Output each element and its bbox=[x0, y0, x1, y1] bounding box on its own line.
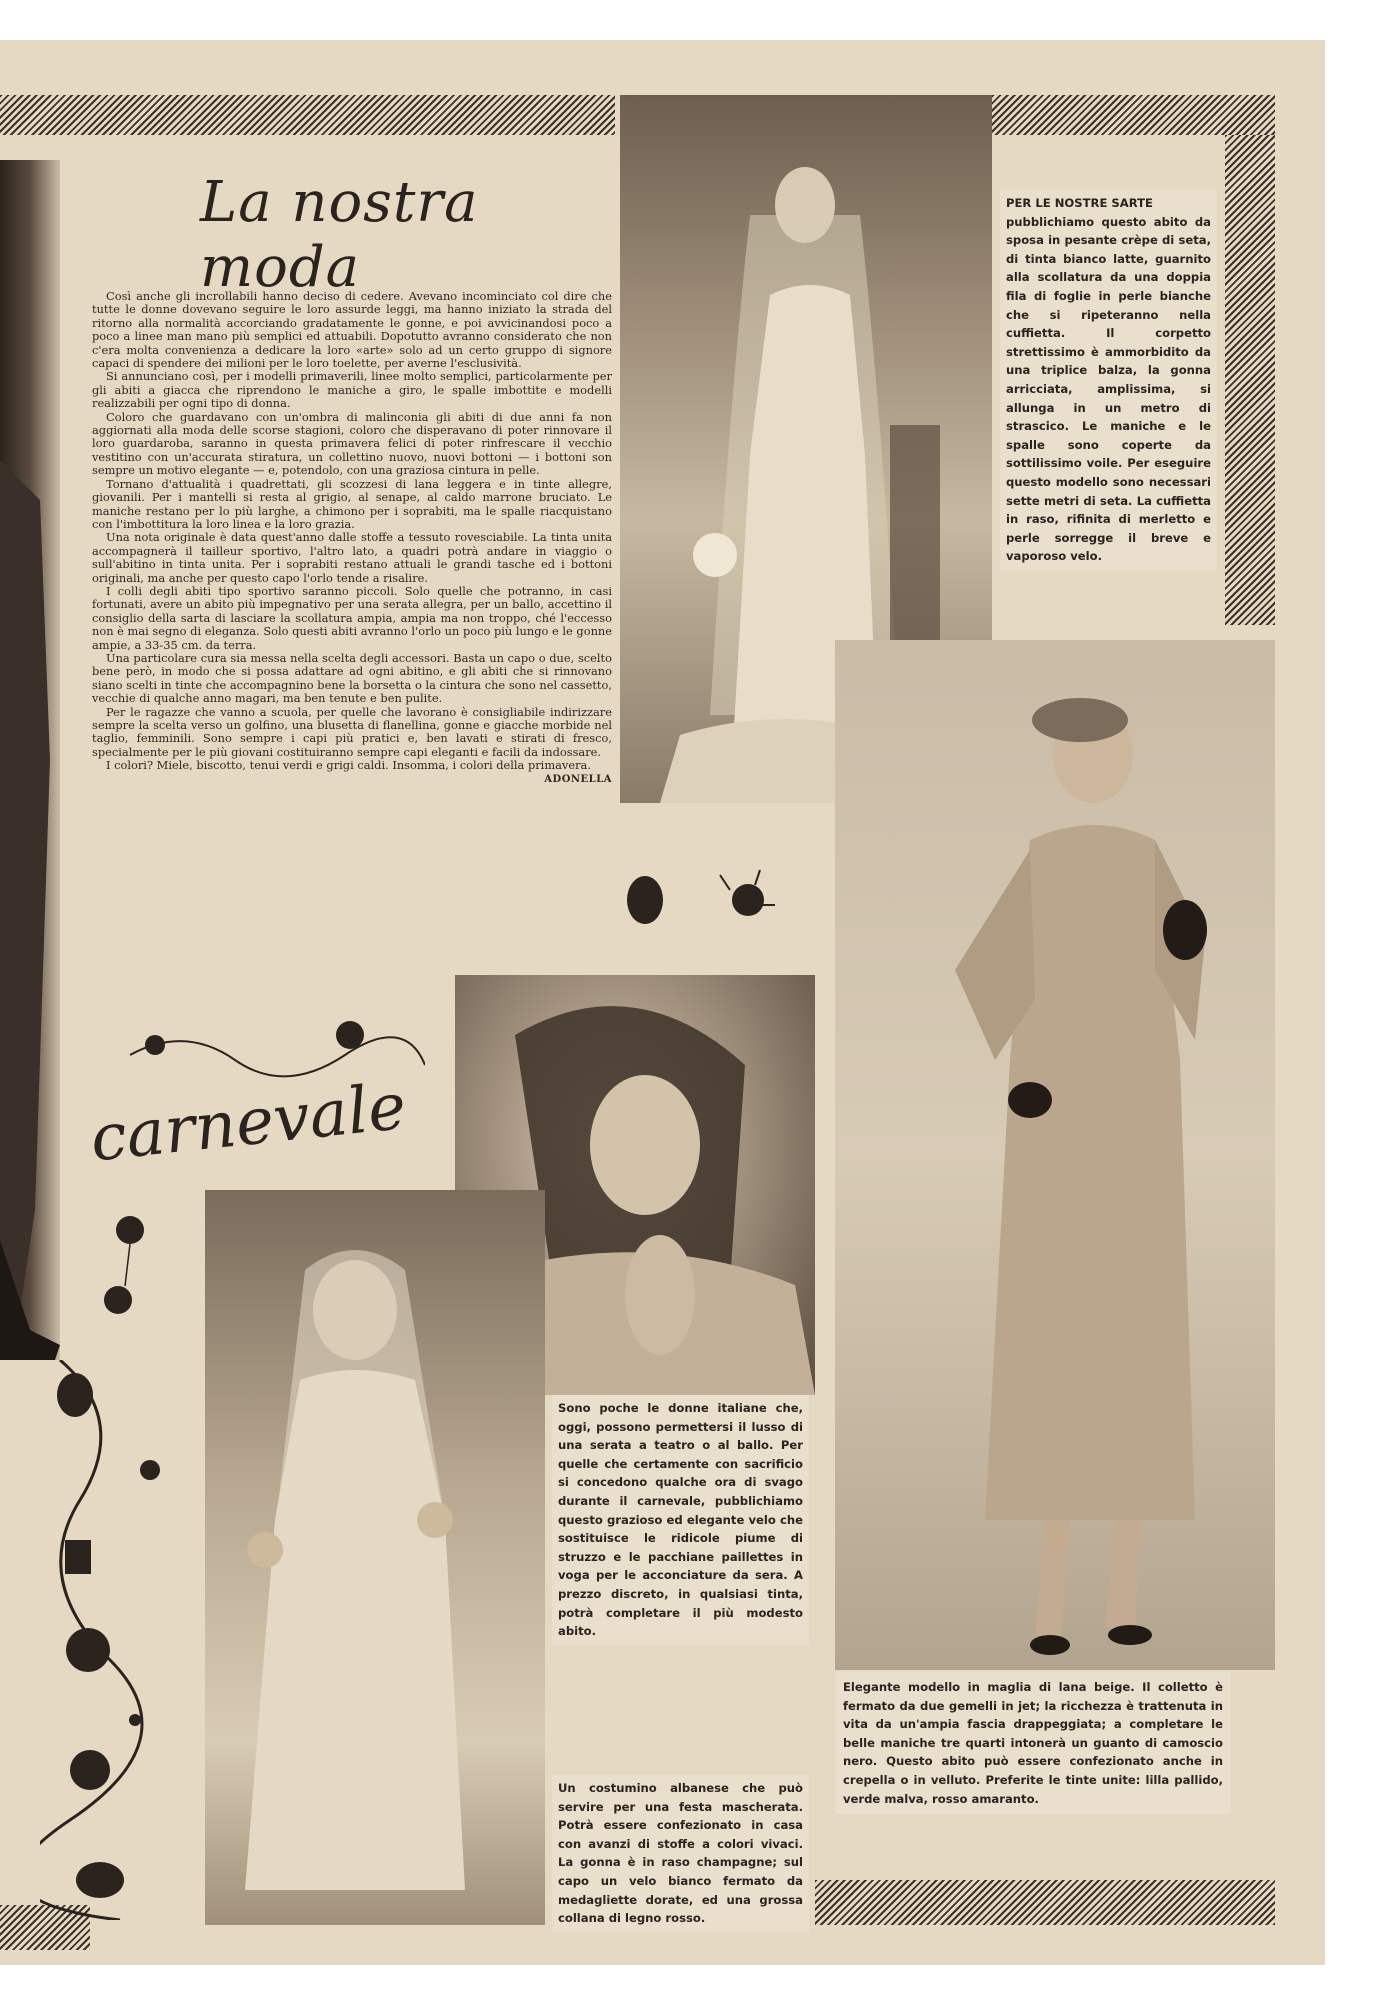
magazine-page bbox=[0, 40, 1325, 1965]
veil-caption-box bbox=[552, 1395, 809, 1645]
article-paragraph: Si annunciano così, per i modelli primaverili, linee molto semplici, particolarmente per gli abiti a giacca che riprendono le maniche a giro, le spalle imbottite e modelli realizzabili per ogni tipo di donna. bbox=[92, 369, 612, 411]
article-paragraph bbox=[92, 758, 612, 785]
beige-dress-figure bbox=[835, 640, 1275, 1670]
bottom-right-hatched-band bbox=[815, 1880, 1275, 1925]
beige-dress-photo bbox=[835, 640, 1275, 1670]
article-paragraph: Tornano d'attualità i quadrettati, gli scozzesi di lana leggera e in tinte allegre, giovanili. Per i mantelli si resta al grigio, al senape, al caldo marrone bruciato. Le maniche restano per lo più larghe, a chimono per i soprabiti, ma le spalle riacquistano con l'imbottitura la loro linea e la loro grazia. bbox=[92, 476, 612, 531]
article-paragraph: Così anche gli incrollabili hanno deciso di cedere. Avevano incominciato col dire che tutte le donne dovevano seguire le loro assurde leggi, ma hanno iniziato la strada del ritorno alla normalità accorciando gradatamente le gonne, e poi avvicinandosi poco a poco a linee man mano più semplici ed attuabili. Dopotutto avranno considerato che non c'era molta convenienza a dedicare la loro «arte» solo ad un certo gruppo di signore capaci di spendere dei milioni per le loro toelette, per averne l'esclusività. bbox=[92, 289, 612, 371]
carnival-doodles-mask bbox=[620, 855, 780, 965]
article-author: ADONELLA bbox=[544, 773, 612, 785]
article-paragraph: Coloro che guardavano con un'ombra di malinconia gli abiti di due anni fa non aggiornati alla moda delle scorse stagioni, coloro che disperavano di poter rinnovare il loro guardaroba, saranno in questa primavera felici di poter rinfrescare il vecchio vestitino con un'accurata stiratura, un collettino nuovo, nuovi bottoni — i bottoni son sempre un motivo elegante — e, potendolo, con una graziosa cintura in pelle. bbox=[92, 409, 612, 478]
carnival-doodles-left bbox=[40, 1360, 190, 1920]
bride-caption-title: PER LE NOSTRE SARTE bbox=[1006, 196, 1153, 210]
carnival-doodles-balloon bbox=[100, 1210, 160, 1320]
albanian-costume-photo bbox=[205, 1190, 545, 1925]
albanian-costume-caption-text: Un costumino albanese che può servire per una festa mascherata. Potrà essere confezionato in casa con avanzi di stoffe a colori vivaci. La gonna è in raso champagne; sul capo un velo bianco fermato da medagliette dorate, ed una grossa collana di legno rosso. bbox=[558, 1781, 803, 1926]
article-paragraph: Una nota originale è data quest'anno dalle stoffe a tessuto rovesciabile. La tinta unita accompagnerà il tailleur sportivo, l'altro lato, a quadri potrà andare in viaggio o sull'abitino in tinta unita. Per i soprabiti restano attuali le grandi tasche ed i bottoni originali, ma anche per questo capo l'orlo tende a risalire. bbox=[92, 530, 612, 585]
bride-caption-text: pubblichiamo questo abito da sposa in pesante crèpe di seta, di tinta bianco latte, guarnito alla scollatura da una doppia fila di foglie in perle bianche che si ripeteranno nella cuffietta. Il corpetto strettissimo è ammorbidito da una triplice balza, la gonna arricciata, amplissima, si allunga in un metro di strascico. Le maniche e le spalle sono coperte da sottilissimo voile. Per eseguire questo modello sono necessari sette metri di seta. La cuffietta in raso, rifinita di merletto e perle sorregge il breve e vaporoso velo. bbox=[1006, 214, 1211, 564]
girl-figure bbox=[205, 1190, 545, 1925]
article-paragraph: Per le ragazze che vanno a scuola, per quelle che lavorano è consigliabile indirizzare sempre la scelta verso un golfino, una blusetta di flanellina, gonne e giacche morbide nel taglio, femminili. Sono sempre i capi più pratici e, ben lavati e stirati di fresco, specialmente per le più giovani costituiranno sempre capi eleganti e facili da indossare. bbox=[92, 704, 612, 759]
carnival-doodles-top bbox=[125, 1015, 425, 1105]
article-title: La nostra moda bbox=[200, 170, 479, 300]
top-right-hatched-band bbox=[985, 95, 1275, 135]
left-fashion-figure-photo bbox=[0, 160, 60, 1360]
beige-dress-caption-text: Elegante modello in maglia di lana beige. Il colletto è fermato da due gemelli in jet; la ricchezza è trattenuta in vita da un'ampia fascia drappeggiata; a completare le belle maniche tre quarti intonerà un guanto di camoscio nero. Questo abito può essere confezionato anche in crepella o in velluto. Preferite le tinte unite: lilla pallido, verde malva, rosso amaranto. bbox=[843, 1680, 1223, 1806]
left-figure-drawing bbox=[0, 160, 60, 1360]
beige-dress-caption-box bbox=[835, 1672, 1231, 1814]
right-hatched-band bbox=[1225, 135, 1275, 625]
top-left-hatched-band bbox=[0, 95, 615, 135]
bride-caption-box bbox=[1000, 190, 1217, 570]
carnevale-title: carnevale bbox=[87, 1069, 410, 1177]
article-paragraph: I colli degli abiti tipo sportivo saranno piccoli. Solo quelle che potranno, in casi fortunati, avere un abito più impegnativo per una serata allegra, per un ballo, accettino il consiglio della sarta di lasciare la scollatura ampia, ampia ma non troppo, ché l'eccesso non è mai segno di eleganza. Solo questi abiti avranno l'orlo un poco più lungo e le gonne ampie, a 33-35 cm. da terra. bbox=[92, 583, 612, 652]
article-closing-text: I colori? Miele, biscotto, tenui verdi e grigi caldi. Insomma, i colori della primavera. bbox=[106, 758, 591, 773]
article-body bbox=[92, 290, 612, 786]
article-paragraph: Una particolare cura sia messa nella scelta degli accessori. Basta un capo o due, scelto bene però, in modo che si possa adattare ad ogni abitino, e gli abiti che si rinnovano siano scelti in tinte che accompagnino bene la borsetta o la cintura che sono nel cassetto, vecchie di qualche anno magari, ma ben tenute e ben pulite. bbox=[92, 650, 612, 706]
albanian-costume-caption-box bbox=[552, 1775, 809, 1932]
veil-caption-text: Sono poche le donne italiane che, oggi, possono permettersi il lusso di una serata a teatro o al ballo. Per quelle che certamente con sacrificio si concedono qualche ora di svago durante il carnevale, pubblichiamo questo grazioso ed elegante velo che sostituisce le ridicole piume di struzzo e le pacchiane paillettes in voga per le acconciature da sera. A prezzo discreto, in qualsiasi tinta, potrà completare il più modesto abito. bbox=[558, 1401, 803, 1639]
